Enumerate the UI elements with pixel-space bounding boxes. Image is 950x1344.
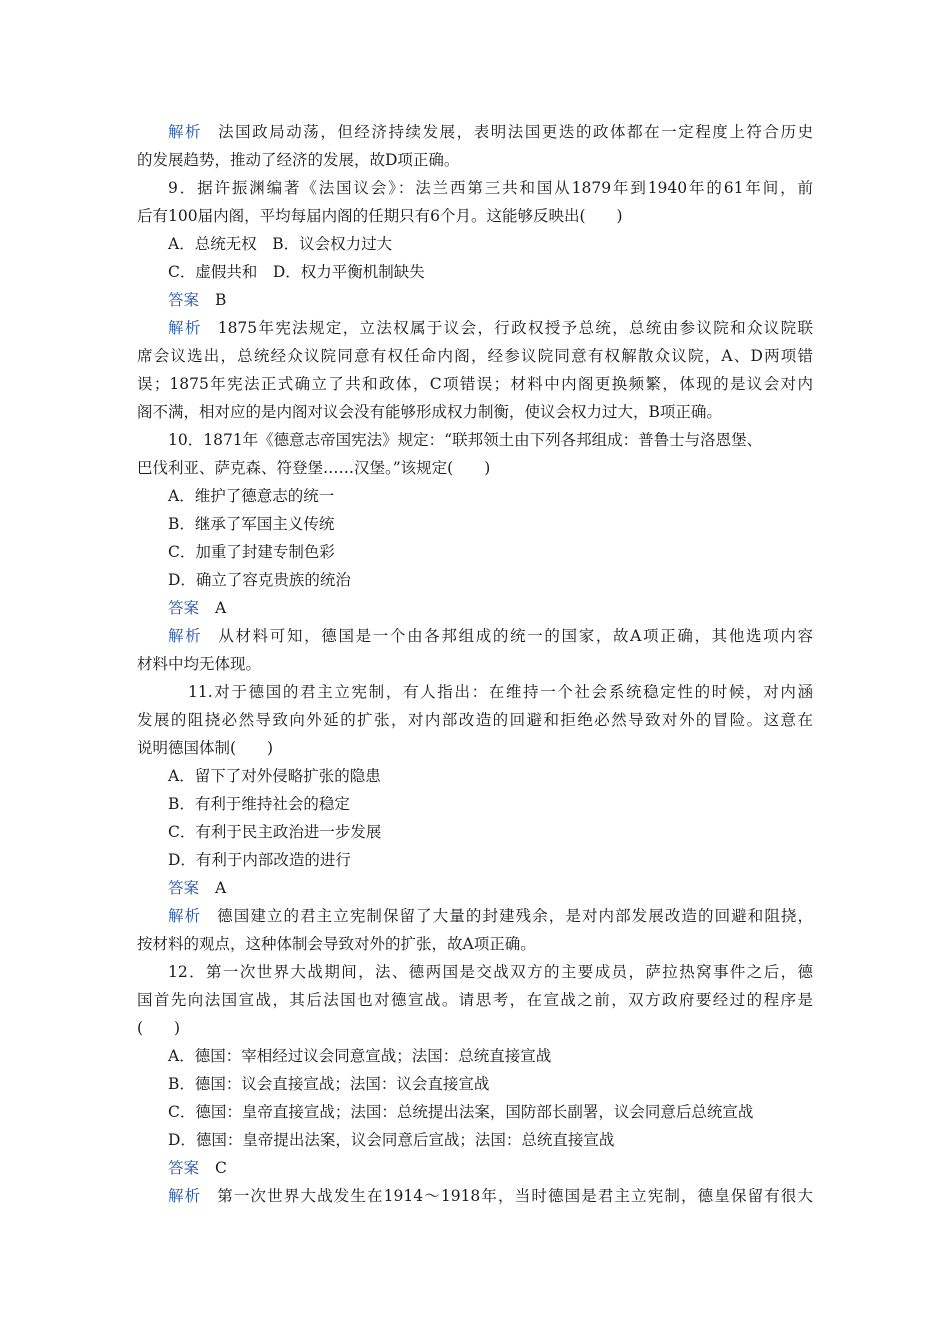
q12-option-a: A．德国：宰相经过议会同意宣战；法国：总统直接宣战 <box>168 1047 552 1065</box>
q11-answer-line <box>168 878 226 898</box>
answer-label: 答案 <box>168 291 200 309</box>
q12-stem-line: 12．第一次世界大战期间，法、德两国是交战双方的主要成员，萨拉热窝事件之后，德 <box>168 963 813 981</box>
q9-stem-line: 后有100届内阁，平均每届内阁的任期只有6个月。这能够反映出( ) <box>137 207 623 225</box>
analysis-label: 解析 <box>168 1187 202 1205</box>
q10-analysis-line: 材料中均无体现。 <box>137 655 262 673</box>
q12-stem-line: 国首先向法国宣战，其后法国也对德宣战。请思考，在宣战之前，双方政府要经过的程序是 <box>137 991 813 1009</box>
q11-analysis-line: 解析 德国建立的君主立宪制保留了大量的封建残余，是对内部发展改造的回避和阻挠， <box>168 907 813 925</box>
q9-stem-line: 9．据许振渊编著《法国议会》：法兰西第三共和国从1879年到1940年的61年间，前 <box>168 179 813 197</box>
analysis-label: 解析 <box>168 319 202 337</box>
q11-option-c: C．有利于民主政治进一步发展 <box>168 823 382 841</box>
q12-analysis-line: 解析 第一次世界大战发生在1914～1918年，当时德国是君主立宪制，德皇保留有很大 <box>168 1187 813 1205</box>
q10-stem-line: 巴伐利亚、萨克森、符登堡……汉堡。”该规定( ) <box>137 459 491 477</box>
answer-label: 答案 <box>168 599 200 617</box>
q11-stem-line: 发展的阻挠必然导致向外延的扩张，对内部改造的回避和拒绝必然导致对外的冒险。这意在 <box>137 711 813 729</box>
q9-answer-value: B <box>215 291 227 309</box>
q10-analysis-line: 解析 从材料可知，德国是一个由各邦组成的统一的国家，故A项正确，其他选项内容 <box>168 627 813 645</box>
q12-answer-value: C <box>215 1159 227 1177</box>
analysis-label: 解析 <box>168 627 203 645</box>
q11-option-b: B．有利于维持社会的稳定 <box>168 795 350 813</box>
q10-option-c: C．加重了封建专制色彩 <box>168 543 335 561</box>
q12-answer-line <box>168 1158 227 1178</box>
analysis-label: 解析 <box>168 907 202 925</box>
q11-stem-line: 说明德国体制( ) <box>137 739 274 757</box>
q10-option-a: A．维护了德意志的统一 <box>168 487 335 505</box>
q12-stem-line: ( ) <box>137 1019 181 1037</box>
q11-analysis-line: 按材料的观点，这种体制会导致对外的扩张，故A项正确。 <box>137 935 536 953</box>
q9-answer-line <box>168 290 226 310</box>
q9-options-line: C．虚假共和 D．权力平衡机制缺失 <box>168 263 425 281</box>
q10-answer-line <box>168 598 226 618</box>
answer-label: 答案 <box>168 879 200 897</box>
q12-option-b: B．德国：议会直接宣战；法国：议会直接宣战 <box>168 1075 490 1093</box>
q8-analysis-line: 解析 法国政局动荡，但经济持续发展，表明法国更迭的政体都在一定程度上符合历史 <box>168 123 813 141</box>
q12-option-c: C．德国：皇帝直接宣战；法国：总统提出法案，国防部长副署，议会同意后总统宣战 <box>168 1103 754 1121</box>
q9-analysis-line: 阁不满，相对应的是内阁对议会没有能够形成权力制衡，使议会权力过大，B项正确。 <box>137 403 722 421</box>
q10-option-d: D．确立了容克贵族的统治 <box>168 571 351 589</box>
analysis-label: 解析 <box>168 123 203 141</box>
q9-analysis-line: 误；1875年宪法正式确立了共和政体，C项错误；材料中内阁更换频繁，体现的是议会对内 <box>137 375 813 393</box>
q11-option-d: D．有利于内部改造的进行 <box>168 851 351 869</box>
q11-stem-line: 11.对于德国的君主立宪制，有人指出：在维持一个社会系统稳定性的时候，对内涵 <box>188 683 813 701</box>
q9-options-line: A．总统无权 B．议会权力过大 <box>168 235 393 253</box>
q10-answer-value: A <box>215 599 227 617</box>
q12-option-d: D．德国：皇帝提出法案，议会同意后宣战；法国：总统直接宣战 <box>168 1131 615 1149</box>
q11-option-a: A．留下了对外侵略扩张的隐患 <box>168 767 381 785</box>
q9-analysis-line: 解析 1875年宪法规定，立法权属于议会，行政权授予总统，总统由参议院和众议院联 <box>168 319 813 337</box>
q9-analysis-line: 席会议选出，总统经众议院同意有权任命内阁，经参议院同意有权解散众议院，A、D两项错 <box>137 347 813 365</box>
answer-label: 答案 <box>168 1159 200 1177</box>
q10-stem-line: 10．1871年《德意志帝国宪法》规定：“联邦领土由下列各邦组成：普鲁士与洛恩堡、 <box>168 431 763 449</box>
q8-analysis-line: 的发展趋势，推动了经济的发展，故D项正确。 <box>137 151 460 169</box>
q10-option-b: B．继承了军国主义传统 <box>168 515 335 533</box>
q11-answer-value: A <box>215 879 227 897</box>
